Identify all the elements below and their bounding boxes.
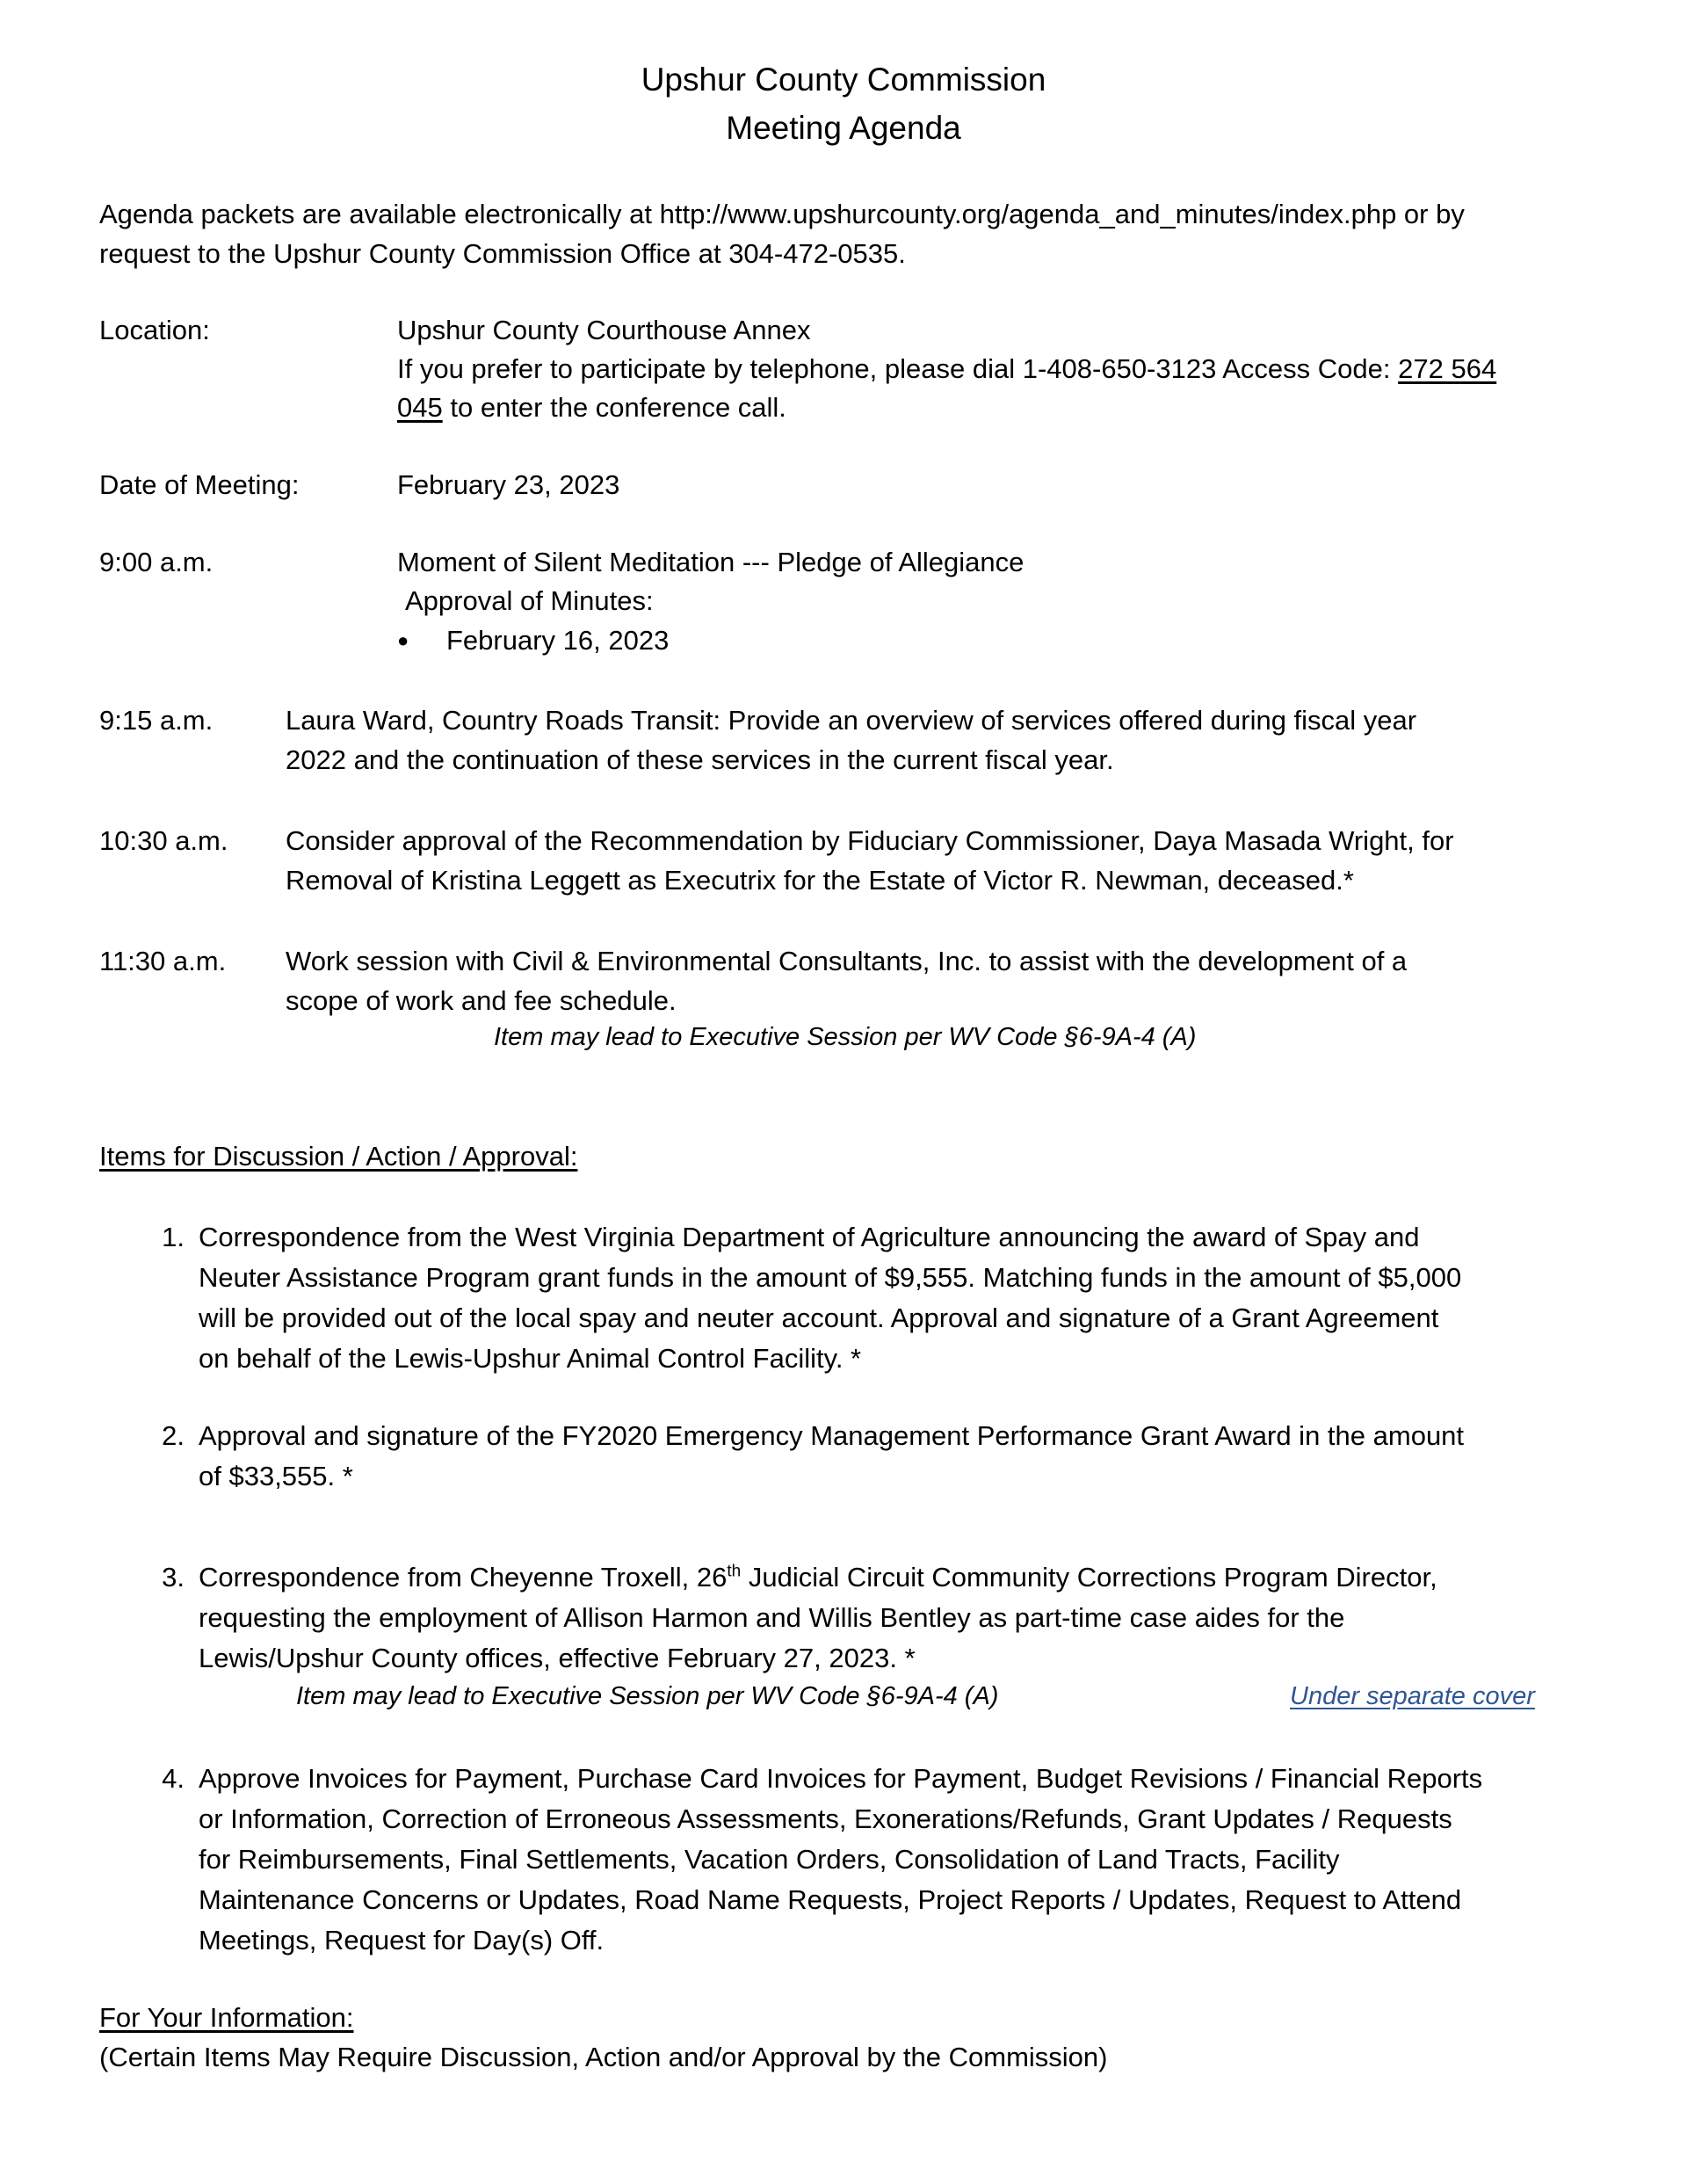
document-subtitle: Meeting Agenda	[726, 110, 961, 146]
agenda-915-line-2: 2022 and the continuation of these services in the current fiscal year.	[286, 744, 1114, 775]
time-1030: 10:30 a.m.	[99, 825, 228, 856]
fyi-heading: For Your Information:	[99, 2002, 354, 2033]
location-label: Location:	[99, 315, 210, 345]
phone-instructions: If you prefer to participate by telephone, please dial 1-408-650-3123 Access Code:	[397, 353, 1391, 384]
executive-session-note-1130: Item may lead to Executive Session per WV Code §6-9A-4 (A)	[494, 1023, 1197, 1051]
meeting-date-label: Date of Meeting:	[99, 469, 300, 500]
item-1-line-1: Correspondence from the West Virginia Department of Agriculture announcing the award of Spay and	[199, 1222, 1420, 1252]
intro-line-2: request to the Upshur County Commission Office at 304-472-0535.	[99, 238, 906, 269]
meeting-date-value: February 23, 2023	[397, 469, 620, 500]
agenda-1130-line-2: scope of work and fee schedule.	[286, 985, 677, 1016]
access-code-part-1: 272 564	[1398, 353, 1497, 384]
phone-suffix: to enter the conference call.	[450, 392, 786, 423]
item-4-number: 4.	[162, 1763, 185, 1794]
item-3-line-1-end: Judicial Circuit Community Corrections Program Director,	[748, 1562, 1437, 1593]
item-2-line-2: of $33,555. *	[199, 1461, 353, 1491]
time-915: 9:15 a.m.	[99, 705, 214, 736]
item-3-line-1	[199, 1562, 1437, 1593]
agenda-915-line-1: Laura Ward, Country Roads Transit: Provide an overview of services offered during fiscal year	[286, 705, 1417, 736]
item-3-line-3: Lewis/Upshur County offices, effective February 27, 2023. *	[199, 1643, 916, 1673]
minutes-date: February 16, 2023	[446, 625, 670, 656]
under-separate-cover-link[interactable]: Under separate cover	[1290, 1682, 1535, 1710]
time-1130: 11:30 a.m.	[99, 946, 227, 976]
item-4-line-3: for Reimbursements, Final Settlements, Vacation Orders, Consolidation of Land Tracts, Facility	[199, 1844, 1340, 1875]
agenda-900-line-1: Moment of Silent Meditation --- Pledge of Allegiance	[397, 547, 1025, 577]
document-title: Upshur County Commission	[641, 62, 1046, 98]
item-1-line-2: Neuter Assistance Program grant funds in the amount of $9,555. Matching funds in the amount of $5,000	[199, 1262, 1462, 1293]
discussion-heading: Items for Discussion / Action / Approval:	[99, 1141, 578, 1172]
item-4-line-2: or Information, Correction of Erroneous Assessments, Exonerations/Refunds, Grant Updates / Requests	[199, 1803, 1452, 1834]
item-4-line-1: Approve Invoices for Payment, Purchase Card Invoices for Payment, Budget Revisions / Financial Reports	[199, 1763, 1483, 1794]
agenda-900-line-2: Approval of Minutes:	[405, 585, 654, 616]
item-2-line-1: Approval and signature of the FY2020 Emergency Management Performance Grant Award in the amount	[199, 1420, 1465, 1451]
item-1-line-4: on behalf of the Lewis-Upshur Animal Control Facility. *	[199, 1343, 862, 1374]
fyi-subheading: (Certain Items May Require Discussion, Action and/or Approval by the Commission)	[99, 2042, 1108, 2072]
item-4-line-4: Maintenance Concerns or Updates, Road Name Requests, Project Reports / Updates, Request to Attend	[199, 1884, 1462, 1915]
location-phone-line	[397, 353, 1496, 385]
item-1-line-3: will be provided out of the local spay and neuter account. Approval and signature of a Grant Agreement	[199, 1302, 1439, 1333]
item-4-line-5: Meetings, Request for Day(s) Off.	[199, 1925, 605, 1955]
bullet-icon: ●	[397, 629, 409, 651]
time-900: 9:00 a.m.	[99, 547, 214, 577]
item-3-line-2: requesting the employment of Allison Harmon and Willis Bentley as part-time case aides for the	[199, 1602, 1345, 1633]
agenda-1030-line-2: Removal of Kristina Leggett as Executrix for the Estate of Victor R. Newman, deceased.*	[286, 865, 1354, 896]
location-venue: Upshur County Courthouse Annex	[397, 315, 811, 345]
item-3-number: 3.	[162, 1562, 185, 1593]
ordinal-suffix: th	[727, 1562, 742, 1581]
executive-session-note-item-3: Item may lead to Executive Session per WV Code §6-9A-4 (A)	[296, 1682, 999, 1710]
agenda-1130-line-1: Work session with Civil & Environmental Consultants, Inc. to assist with the development of a	[286, 946, 1408, 976]
item-3-line-1-start: Correspondence from Cheyenne Troxell, 26	[199, 1562, 728, 1593]
intro-line-1: Agenda packets are available electronically at http://www.upshurcounty.org/agenda_and_minutes/index.php or by	[99, 199, 1465, 229]
access-code-part-2: 045	[397, 392, 443, 423]
agenda-1030-line-1: Consider approval of the Recommendation by Fiduciary Commissioner, Daya Masada Wright, for	[286, 825, 1454, 856]
item-1-number: 1.	[162, 1222, 185, 1252]
item-2-number: 2.	[162, 1420, 185, 1451]
location-phone-line-2	[397, 392, 786, 424]
